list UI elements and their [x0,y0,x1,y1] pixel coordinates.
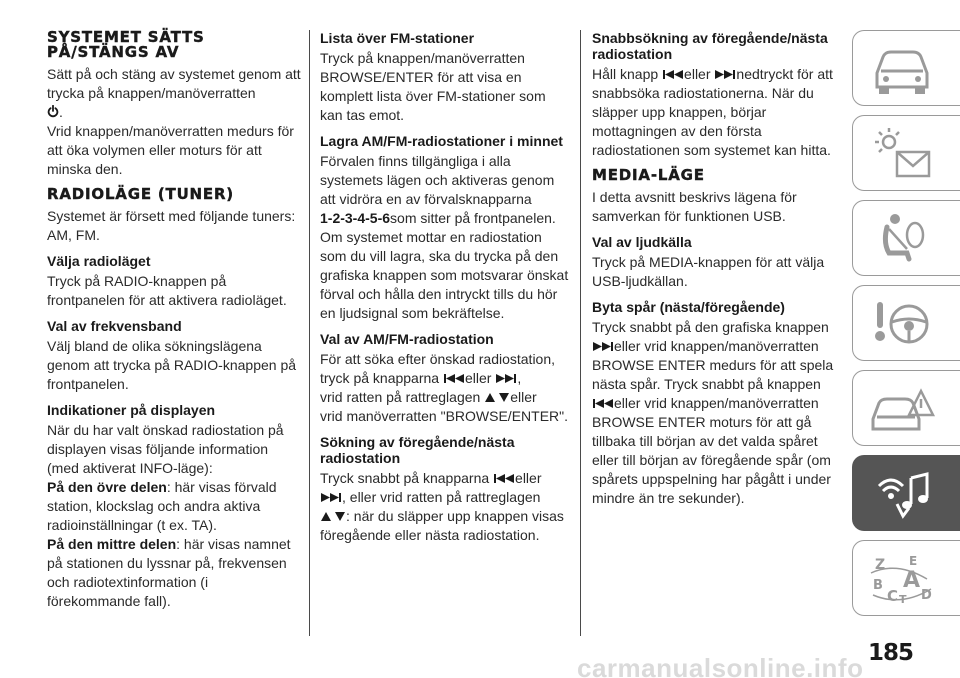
seek-forward-icon [592,341,614,352]
column-divider-1 [309,30,310,636]
heading-search-station: Sökning av föregående/nästa radiostation [320,434,515,466]
seek-back-icon [662,69,684,80]
seek-forward-icon [495,373,517,384]
para-store-stations: Förvalen finns tillgängliga i alla systemets lägen och aktiveras genom att vidröra en av förvalsknapparna 1-2-3-4-5-6som sitter på frontpanelen. Om systemet mottar en radiostation som du vill lagra, ska du trycka på den grafiska knappen som motsvarar önskat förval och hålla den intryckt tills du hör en ljudsignal som bekräftelse. [320,153,569,321]
heading-frequency-band: Val av frekvensband [47,318,182,334]
heading-system-on-off: SYSTEMET SÄTTS PÅ/STÄNGS AV [47,28,205,61]
seek-back-icon [443,373,465,384]
para-radio-mode: Systemet är försett med följande tuners: AM, FM. [47,208,296,243]
index-letter-c: C [887,587,899,605]
para-frequency-band: Välj bland de olika sökningslägena genom att trycka på RADIO-knappen på frontpanelen. [47,338,297,392]
tab-driving[interactable] [852,285,960,361]
power-icon [47,105,59,118]
para-media-mode: I detta avsnitt beskrivs lägena för samverkan för funktionen USB. [592,189,797,224]
heading-fast-search: Snabbsökning av föregående/nästa radiostation [592,30,828,62]
para-select-radio: Tryck på RADIO-knappen på frontpanelen för att aktivera radioläget. [47,273,287,308]
index-letter-z: Z [875,557,886,573]
heading-store-stations: Lagra AM/FM-radiostationer i minnet [320,133,563,149]
tab-safety[interactable] [852,200,960,276]
para-display-indications: När du har valt önskad radiostation på displayen visas följande information (med aktiverat INFO-läge): På den övre delen: här visas förvald station, klockslag och andra aktiva radioinställningar (t ex. TA). På den mittre delen: här visas namnet på stationen du lyssnar på, frekvensen och radiotextinformation (i förekommande fall). [47,422,291,609]
para-audio-source: Tryck på MEDIA-knappen för att välja USB-ljudkällan. [592,254,825,289]
index-letter-a: A [903,568,921,593]
para-choose-station: För att söka efter önskad radiostation, tryck på knapparna eller , vrid ratten på rattreglagen eller vrid manöverratten "BROWSE/ENTER". [320,351,569,424]
index-letter-b: B [873,578,883,593]
seek-forward-icon [714,69,736,80]
para-change-track: Tryck snabbt på den grafiska knappen eller vrid knappen/manöverratten BROWSE ENTER medurs för att spela nästa spår. Tryck snabbt på knappen eller vrid knappen/manöverratten BROWSE ENTER moturs för att gå tillbaka till början av det valda spåret eller till början av föregående spår (om spårets uppspelning har pågått i under mindre än tre sekunder). [592,319,834,506]
column-3 [592,30,842,516]
column-divider-2 [580,30,581,636]
tab-emergency[interactable] [852,370,960,446]
preset-numbers: 1-2-3-4-5-6 [320,210,391,226]
tab-warning-lights[interactable] [852,115,960,191]
heading-display-indications: Indikationer på displayen [47,402,216,418]
heading-media-mode: MEDIA-LÄGE [592,166,705,184]
index-letter-d: D [921,588,932,603]
para-search-station: Tryck snabbt på knapparna eller , eller vrid ratten på rattreglagen : när du släpper upp knappen visas föregående eller nästa radiostation. [320,470,564,543]
seek-back-icon [493,473,515,484]
column-2 [320,30,570,553]
tab-index[interactable] [852,540,960,616]
arrow-up-down-icon [320,511,346,522]
tab-multimedia[interactable] [852,455,960,531]
index-letter-e: E [909,554,918,568]
seek-forward-icon [320,492,342,503]
para-fast-search: Håll knapp eller nedtryckt för att snabbsöka radiostationerna. När du släpper upp knappen, börjar mottagningen av den första radiostationen som systemet kan hitta. [592,66,833,158]
index-letter-t: T [899,593,907,606]
para-fm-list: Tryck på knappen/manöverratten BROWSE/ENTER för att visa en komplett lista över FM-stationer som kan tas emot. [320,50,546,123]
heading-fm-list: Lista över FM-stationer [320,30,475,46]
column-1 [47,30,302,619]
chapter-tabs [852,30,960,628]
page-number: 185 [868,640,914,666]
heading-audio-source: Val av ljudkälla [592,234,692,250]
seek-back-icon [592,398,614,409]
arrow-up-down-icon [484,392,510,403]
heading-change-track: Byta spår (nästa/föregående) [592,299,785,315]
para-system-on-off: Sätt på och stäng av systemet genom att trycka på knappen/manöverratten . Vrid knappen/manöverratten medurs för att öka volymen eller moturs för att minska den. [47,66,301,177]
heading-choose-station: Val av AM/FM-radiostation [320,331,494,347]
heading-select-radio: Välja radioläget [47,253,151,269]
tab-car[interactable] [852,30,960,106]
heading-radio-mode: RADIOLÄGE (TUNER) [47,185,234,203]
watermark: carmanualsonline.info [577,653,864,678]
